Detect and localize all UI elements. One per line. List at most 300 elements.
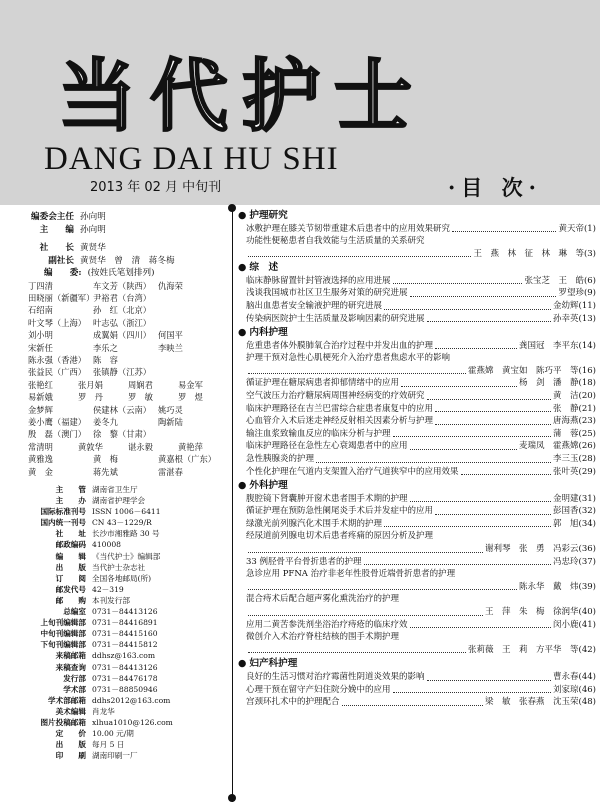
publication-label: 社 址 — [55, 529, 86, 539]
toc-entry-byline — [553, 505, 596, 518]
toc-entry-title: 循证护理在预防急性阑尾炎手术后并发症中的应用 — [246, 506, 434, 517]
toc-entry[interactable] — [238, 440, 596, 453]
toc-entry-title: 宫颈环扎术中的护理配合 — [246, 697, 340, 708]
committee-member: 陈永强（香港） — [28, 354, 87, 365]
publication-value: 全国各地邮局(所) — [92, 573, 152, 583]
publication-label: 主 办 — [55, 496, 86, 506]
toc-entry-authors: 蒲 蓉 — [553, 428, 579, 439]
toc-entry-title: 良好的生活习惯对治疗霉菌性阴道炎效果的影响 — [246, 671, 425, 682]
toc-entry-authors: 冯忠玲 — [553, 556, 579, 567]
toc-entry-page: (9) — [583, 288, 596, 299]
toc-leader-dots — [427, 313, 552, 323]
committee-member: 李乐之 — [93, 342, 118, 353]
toc-entry-title: 危重患者体外膜肺氧合治疗过程中并发出血的护理 — [246, 340, 434, 351]
toc-entry-authors: 张莉薇 王 莉 方平华 等 — [468, 644, 579, 655]
toc-entry[interactable] — [238, 300, 596, 313]
toc-entry[interactable] — [238, 453, 596, 466]
publication-row — [6, 673, 228, 684]
masthead — [6, 211, 228, 761]
committee-member: 成翼娟（四川） — [93, 330, 152, 341]
committee-member: 殷 磊（澳门） — [28, 429, 87, 440]
publication-value: 《当代护士》编辑部 — [92, 551, 161, 561]
toc-entry-page: (26) — [578, 441, 596, 452]
toc-entry-authors: 李三玉 — [553, 454, 579, 464]
toc-entry-page: (29) — [578, 466, 596, 477]
toc-entry[interactable] — [238, 606, 596, 619]
toc-entry-title: 经尿道前列腺电切术后患者疼痛的原因分析及护理 — [246, 531, 434, 542]
toc-entry-page: (46) — [578, 684, 596, 695]
toc-entry[interactable] — [238, 235, 596, 248]
toc-entry-authors: 刘家琼 — [553, 684, 579, 695]
toc-leader-dots — [410, 619, 552, 629]
committee-member: 谌永毅 — [128, 441, 153, 452]
committee-list — [28, 280, 228, 479]
publication-row — [6, 684, 228, 695]
publication-row — [6, 484, 228, 495]
toc-entry-title: 心血管介入术后迷走神经反射相关因素分析与护理 — [246, 416, 434, 427]
toc-entry-line — [246, 365, 596, 378]
divider-bottom-dot — [228, 794, 236, 802]
editor-names: 孙向明 — [80, 212, 106, 222]
publication-value: 42－319 — [92, 584, 124, 594]
toc-entry-title: 应用二黄苦参洗剂坐浴治疗痔疮的临床疗效 — [246, 619, 408, 630]
toc-entry[interactable] — [238, 415, 596, 428]
toc-entry-page: (14) — [578, 340, 596, 351]
toc-entry[interactable] — [238, 275, 596, 288]
toc-entry[interactable] — [238, 248, 596, 261]
toc-entry-authors: 杨 剑 潘 静 — [519, 378, 579, 389]
publication-row — [6, 728, 228, 739]
editor-role: 主 编 — [39, 224, 74, 235]
committee-member: 叶文琴（上海） — [28, 317, 87, 328]
toc-leader-dots — [393, 428, 552, 438]
publication-value: ddhsz@163.com — [92, 651, 156, 661]
toc-entry-page: (36) — [578, 544, 596, 555]
publication-value: 每月 5 日 — [92, 740, 125, 750]
toc-entry-authors: 黄天帝 — [558, 223, 584, 234]
toc-entry-byline — [519, 377, 596, 390]
committee-member: 孙 红（北京） — [93, 305, 152, 316]
issue-date: 2013 年 02 月 中旬刊 — [90, 180, 222, 195]
toc-entry-authors: 霍燕嫦 黄宝如 陈巧平 等 — [468, 365, 579, 376]
toc-entry-page: (41) — [578, 619, 596, 630]
committee-note: (按姓氏笔划排列) — [87, 268, 155, 278]
toc-leader-dots — [401, 377, 517, 387]
toc-entry-title: 浅谈我国城市社区卫生服务对策的研究进展 — [246, 288, 408, 299]
toc-leader-dots — [427, 671, 552, 681]
toc-entry-byline — [553, 556, 596, 569]
committee-row — [28, 354, 228, 366]
committee-row — [28, 342, 228, 354]
toc-entry[interactable] — [238, 593, 596, 606]
publication-value: ddhs2012@163.com — [92, 695, 171, 705]
toc-leader-dots — [410, 287, 557, 297]
toc-entry-authors: 龚国冠 李平东 — [519, 340, 579, 351]
publication-value: 0731－84415812 — [92, 640, 158, 650]
editor-names: 黄贤华 — [80, 243, 106, 253]
committee-member: 雷湛春 — [158, 466, 183, 477]
toc-entry-page: (42) — [578, 644, 596, 655]
magazine-pinyin: DANG DAI HU SHI — [44, 141, 339, 177]
toc-leader-dots — [435, 340, 517, 350]
committee-member: 常清明 — [28, 441, 53, 452]
toc-entry-page: (13) — [578, 313, 596, 324]
toc-entry-title: 急性胰腺炎的护理 — [246, 454, 315, 464]
toc-entry[interactable] — [238, 530, 596, 543]
committee-member: 罗 敏 — [128, 392, 153, 403]
editor-names: 黄贤华 曾 清 蒋冬梅 — [80, 255, 175, 266]
publication-value: 湖南省护理学会 — [92, 496, 146, 506]
toc-entry-line — [246, 428, 596, 441]
toc-entry-line — [246, 275, 596, 288]
committee-member: 黄 梅 — [93, 454, 118, 465]
publication-row — [6, 650, 228, 661]
toc-entry-page: (37) — [578, 556, 596, 567]
committee-member: 黄雅逸 — [28, 454, 53, 465]
publication-label: 定 价 — [55, 729, 86, 739]
editor-row — [6, 211, 228, 224]
committee-member: 金梦辉 — [28, 404, 53, 415]
publication-row — [6, 739, 228, 750]
toc-entry-byline — [519, 440, 596, 453]
toc-entry-authors: 金幼辉 — [553, 300, 579, 311]
toc-entry-byline — [468, 365, 596, 378]
publication-label: 来稿邮箱 — [55, 651, 86, 661]
toc-entry-byline — [485, 696, 596, 709]
publication-label: 学术部邮箱 — [48, 695, 86, 705]
toc-entry-authors: 罗望珍 — [558, 288, 584, 299]
publication-label: 学术部 — [63, 684, 86, 694]
toc-entry-title: 临床护理路径在急性左心衰竭患者中的应用 — [246, 441, 408, 452]
editor-row — [6, 255, 228, 268]
publication-value: 湖南印刷一厂 — [92, 751, 138, 761]
publication-label: 主 管 — [55, 485, 86, 494]
committee-member: 姜小鹰（福建） — [28, 416, 87, 427]
committee-member: 侯建林（云南） — [93, 404, 152, 415]
toc-entry-byline — [558, 287, 596, 300]
publication-value: 0731－88850946 — [92, 684, 158, 694]
publication-value: 410008 — [92, 540, 121, 550]
committee-member: 刘小明 — [28, 330, 53, 341]
publication-row — [6, 617, 228, 628]
editor-role: 社 长 — [39, 243, 74, 253]
toc-entry-authors: 王 萍 朱 梅 徐润华 — [485, 607, 579, 618]
toc-entry-line — [246, 453, 596, 466]
toc-entry-byline — [553, 518, 596, 531]
toc-entry-line — [246, 466, 596, 479]
toc-entry-byline — [519, 581, 596, 594]
publication-value: 0731－84415160 — [92, 629, 158, 639]
publication-row — [6, 528, 228, 539]
publication-value: 本刊发行部 — [92, 595, 130, 605]
committee-row — [28, 453, 228, 465]
toc-entry-page: (3) — [583, 248, 596, 259]
toc-entry-authors: 王 燕 林 征 林 琳 等 — [473, 248, 584, 259]
toc-entry-authors: 张 静 — [553, 403, 579, 414]
toc-entry[interactable] — [238, 365, 596, 378]
committee-row — [28, 466, 228, 478]
toc-entry-page: (28) — [578, 454, 596, 464]
toc-entry-line — [246, 684, 596, 697]
committee-member: 车文芳（陕西） — [93, 280, 152, 291]
toc-entry[interactable] — [238, 352, 596, 365]
toc-entry-title: 输注血浆致输血反应的临床分析与护理 — [246, 428, 391, 439]
committee-member: 张益民（广西） — [28, 367, 87, 378]
table-of-contents — [238, 209, 596, 709]
toc-entry-title: 绿激光前列腺汽化术围手术期的护理 — [246, 518, 383, 529]
toc-entry-byline — [485, 606, 596, 619]
toc-entry-authors: 张叶英 — [553, 466, 579, 477]
toc-entry[interactable] — [238, 619, 596, 632]
toc-leader-dots — [393, 684, 552, 694]
publication-value: 湖南省卫生厅 — [92, 485, 138, 494]
toc-entry-page: (40) — [578, 607, 596, 618]
committee-member: 易金军 — [178, 379, 203, 390]
toc-leader-dots — [364, 556, 552, 566]
toc-entry-authors: 郭 旭 — [553, 518, 579, 529]
toc-section-heading: ● 妇产科护理 — [238, 657, 596, 671]
publication-value: 0731－84416891 — [92, 618, 158, 628]
publication-row — [6, 562, 228, 573]
toc-entry-page: (1) — [583, 223, 596, 234]
toc-entry-byline — [553, 493, 596, 506]
toc-entry-authors: 麦瑞凤 霍燕嫦 — [519, 441, 579, 452]
toc-leader-dots — [248, 365, 466, 375]
publication-row — [6, 495, 228, 506]
toc-entry[interactable] — [238, 223, 596, 236]
committee-heading — [44, 267, 228, 280]
toc-heading: ·目 次· — [448, 175, 542, 200]
toc-leader-dots — [461, 466, 552, 476]
toc-entry-title: 冰敷护理在膝关节韧带重建术后患者中的应用效果研究 — [246, 223, 451, 234]
toc-entry-authors: 彭国香 — [553, 506, 579, 517]
publication-label: 编 辑 — [55, 551, 86, 561]
toc-entry-byline — [485, 543, 596, 556]
toc-leader-dots — [248, 248, 471, 258]
toc-entry-title: 个性化护理在气道内支架置入治疗气道狭窄中的应用效果 — [246, 466, 459, 477]
toc-entry-line — [246, 606, 596, 619]
toc-leader-dots — [248, 644, 466, 654]
toc-entry[interactable] — [238, 287, 596, 300]
toc-entry-title: 循证护理在糖尿病患者抑郁情绪中的应用 — [246, 378, 400, 389]
toc-entry-authors: 孙幸英 — [553, 313, 579, 324]
toc-entry-line — [246, 556, 596, 569]
toc-entry-title: 微创介入术治疗脊柱结核的围手术期护理 — [246, 632, 400, 643]
committee-member: 陶新陆 — [158, 416, 183, 427]
toc-entry-authors: 陈永华 戴 炜 — [519, 581, 579, 592]
committee-member: 李映兰 — [158, 342, 183, 353]
toc-entry-byline — [553, 619, 596, 632]
toc-entry-page: (11) — [578, 300, 596, 311]
committee-member: 黄艳萍 — [178, 441, 203, 452]
toc-entry-page: (18) — [578, 378, 596, 389]
toc-entry-title: 心理干预在留守产妇住院分娩中的应用 — [246, 684, 391, 695]
toc-entry-byline — [473, 248, 596, 261]
toc-entry-title: 33 例胫骨平台骨折患者的护理 — [246, 556, 362, 567]
toc-entry[interactable] — [238, 313, 596, 326]
toc-section-heading: ● 护理研究 — [238, 209, 596, 223]
committee-row — [28, 292, 228, 304]
publication-info — [6, 484, 228, 761]
toc-entry[interactable] — [238, 556, 596, 569]
committee-member: 石绍南 — [28, 305, 53, 316]
committee-member: 尹裕君（台湾） — [93, 292, 152, 303]
toc-entry[interactable] — [238, 684, 596, 697]
toc-entry-byline — [553, 403, 596, 416]
toc-entry[interactable] — [238, 631, 596, 644]
publication-label: 出 版 — [55, 562, 86, 572]
toc-entry[interactable] — [238, 377, 596, 390]
toc-entry-page: (34) — [578, 518, 596, 529]
publication-label: 下旬刊编辑部 — [40, 640, 86, 650]
publication-label: 总编室 — [63, 607, 86, 617]
toc-entry-line — [246, 505, 596, 518]
toc-entry-line — [246, 440, 596, 453]
committee-row — [28, 416, 228, 428]
committee-member: 罗 丹 — [78, 392, 103, 403]
committee-member: 姜冬九 — [93, 416, 118, 427]
toc-entry-title: 传染病医院护士生活质量及影响因素的研究进展 — [246, 313, 425, 324]
toc-entry[interactable] — [238, 543, 596, 556]
committee-member: 何国平 — [158, 330, 183, 341]
committee-member: 陈 容 — [93, 354, 118, 365]
toc-entry-byline — [553, 684, 596, 697]
toc-entry-line — [246, 543, 596, 556]
toc-entry-authors: 曹永春 — [553, 671, 579, 682]
publication-label: 中旬刊编辑部 — [40, 629, 86, 639]
publication-row — [6, 584, 228, 595]
toc-entry-page: (21) — [578, 403, 596, 414]
toc-leader-dots — [410, 493, 552, 503]
magazine-title: 当代护士 — [58, 52, 427, 142]
toc-entry-page: (32) — [578, 506, 596, 517]
toc-entry-line — [246, 581, 596, 594]
toc-leader-dots — [248, 606, 483, 616]
publication-row — [6, 506, 228, 517]
toc-entry-line — [246, 287, 596, 300]
toc-entry-byline — [553, 671, 596, 684]
publication-label: 邮发代号 — [55, 584, 86, 594]
publication-row — [6, 695, 228, 706]
toc-entry-authors: 唐海燕 — [553, 416, 579, 427]
toc-entry-byline — [553, 466, 596, 479]
committee-member: 易新娥 — [28, 392, 53, 403]
toc-entry[interactable] — [238, 403, 596, 416]
editor-names: 孙向明 — [80, 224, 106, 235]
publication-label: 国内统一刊号 — [40, 518, 86, 528]
committee-member: 张镇静（江苏） — [93, 367, 152, 378]
committee-member: 罗 煜 — [178, 392, 203, 403]
toc-entry[interactable] — [238, 518, 596, 531]
publication-label: 订 阅 — [55, 573, 86, 583]
publication-value: 0731－84413126 — [92, 607, 158, 617]
toc-entry-byline — [524, 275, 596, 288]
toc-entry-line — [246, 619, 596, 632]
editor-role: 副社长 — [48, 255, 74, 266]
publication-row — [6, 706, 228, 717]
column-divider — [232, 208, 233, 802]
publication-label: 邮 购 — [55, 595, 86, 605]
publication-row — [6, 628, 228, 639]
toc-entry-page: (23) — [578, 416, 596, 427]
toc-entry-page: (39) — [578, 581, 596, 592]
toc-entry-page: (48) — [578, 697, 596, 708]
toc-entry[interactable] — [238, 696, 596, 709]
toc-entry-byline — [553, 415, 596, 428]
toc-entry-byline — [553, 428, 596, 441]
toc-section-heading: ● 外科护理 — [238, 479, 596, 493]
committee-member: 仇海荣 — [158, 280, 183, 291]
editor-row — [6, 224, 228, 237]
toc-entry[interactable] — [238, 568, 596, 581]
publication-row — [6, 517, 228, 528]
publication-value: ISSN 1006－6411 — [92, 507, 161, 517]
committee-row — [28, 428, 228, 440]
publication-value: 0731－84476178 — [92, 673, 158, 683]
toc-leader-dots — [342, 696, 484, 706]
toc-entry[interactable] — [238, 644, 596, 657]
toc-entry[interactable] — [238, 493, 596, 506]
publication-label: 国际标准刊号 — [40, 507, 86, 517]
toc-entry-page: (25) — [578, 428, 596, 439]
toc-entry[interactable] — [238, 581, 596, 594]
toc-section-heading: ● 综 述 — [238, 261, 596, 275]
committee-row — [28, 404, 228, 416]
committee-member: 叶志弘（浙江） — [93, 317, 152, 328]
publication-row — [6, 551, 228, 562]
toc-entry[interactable] — [238, 505, 596, 518]
toc-entry-byline — [553, 313, 596, 326]
toc-entry-line — [246, 340, 596, 353]
publication-label: 上旬刊编辑部 — [40, 618, 86, 628]
toc-entry-byline — [519, 340, 596, 353]
toc-entry-page: (20) — [578, 391, 596, 402]
committee-row — [28, 329, 228, 341]
toc-entry-title: 腹腔镜下肾囊肿开窗术患者围手术期的护理 — [246, 493, 408, 504]
committee-row — [28, 304, 228, 316]
committee-member: 姚巧灵 — [158, 404, 183, 415]
committee-label: 编 委: — [44, 268, 82, 278]
publication-label: 出 版 — [55, 740, 86, 750]
toc-entry-title: 临床静脉留置针封管液选择的应用进展 — [246, 275, 391, 286]
toc-entry-line — [246, 403, 596, 416]
committee-member: 蒋先斌 — [93, 466, 118, 477]
committee-member: 宋新任 — [28, 342, 53, 353]
toc-entry-title: 空气波压力治疗糖尿病周围神经病变的疗效研究 — [246, 391, 425, 402]
committee-member: 田晓丽（新疆军） — [28, 292, 95, 303]
toc-leader-dots — [248, 581, 517, 591]
toc-entry[interactable] — [238, 671, 596, 684]
committee-row — [28, 391, 228, 403]
toc-entry-title: 脑出血患者安全输液护理的研究进展 — [246, 300, 383, 311]
toc-entry-title: 混合痔术后配合超声雾化熏洗治疗的护理 — [246, 594, 400, 605]
toc-entry[interactable] — [238, 390, 596, 403]
toc-entry-title: 功能性便秘患者自我效能与生活质量的关系研究 — [246, 236, 425, 247]
editor-role: 编委会主任 — [31, 212, 74, 222]
toc-entry-title: 临床护理路径在吉兰巴雷综合症患者康复中的应用 — [246, 403, 434, 414]
toc-entry-title: 护理干预对急性心肌梗死介入治疗患者焦虑水平的影响 — [246, 353, 451, 364]
editor-row — [6, 242, 228, 255]
toc-entry[interactable] — [238, 340, 596, 353]
toc-entry-line — [246, 696, 596, 709]
toc-entry[interactable] — [238, 466, 596, 479]
publication-label: 邮政编码 — [55, 540, 86, 550]
publication-label: 来稿查询 — [55, 662, 86, 672]
toc-entry-line — [246, 493, 596, 506]
toc-entry[interactable] — [238, 428, 596, 441]
toc-section-heading: ● 内科护理 — [238, 326, 596, 340]
committee-row — [28, 379, 228, 391]
